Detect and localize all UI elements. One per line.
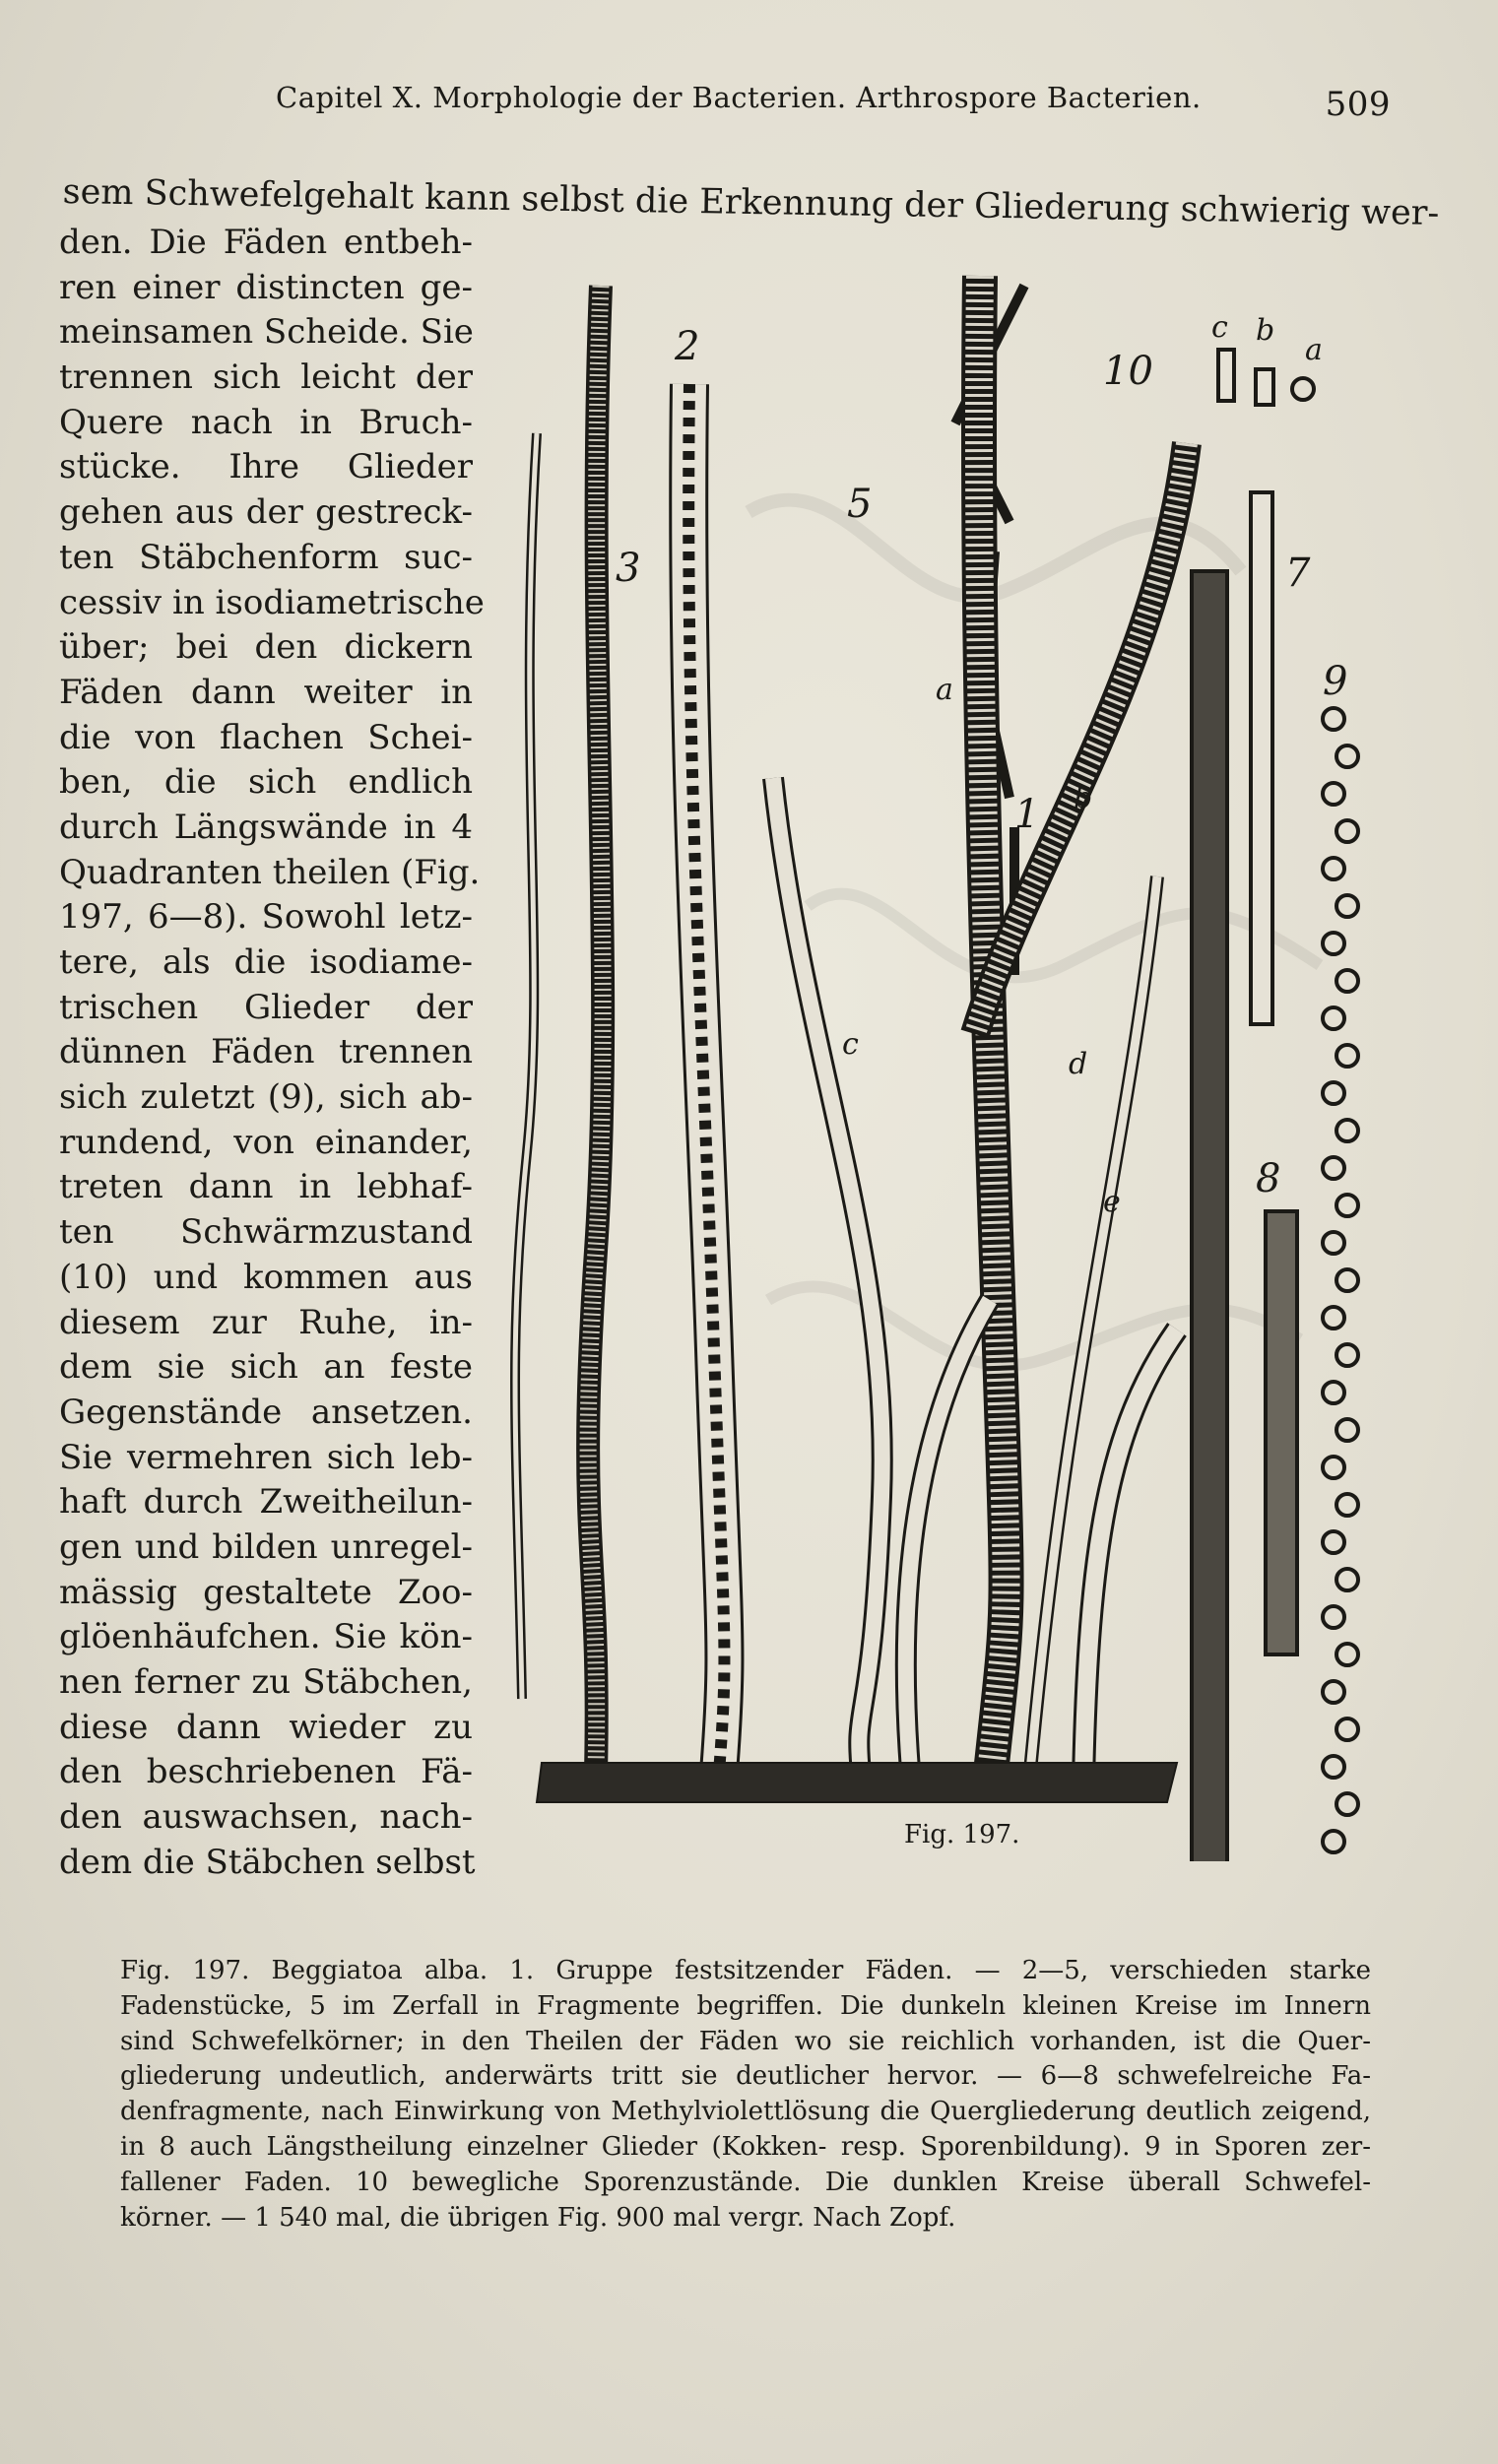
body-line: Sie vermehren sich leb- [59, 1437, 473, 1477]
spore-circle [1323, 1531, 1344, 1553]
spore-circle [1323, 858, 1344, 879]
caption-line: denfragmente, nach Einwirkung von Methylviolettlösung die Quergliederung deutlich zeigend, [120, 2097, 1371, 2127]
body-line: cessiv in isodiametrische [59, 582, 485, 622]
spore-circle [1323, 1082, 1344, 1104]
spore-circle [1336, 1344, 1358, 1366]
page-number: 509 [1325, 85, 1391, 124]
spore-circle [1336, 746, 1358, 767]
caption-line: Fadenstücke, 5 im Zerfall in Fragmente begriffen. Die dunkeln kleinen Kreise im Innern [120, 1990, 1371, 2021]
body-line: dem sie sich an feste [59, 1347, 473, 1388]
spore-circle [1323, 1756, 1344, 1778]
body-line: diese dann wieder zu [59, 1707, 473, 1747]
body-line: Quere nach in Bruch- [59, 402, 473, 442]
body-line: sich zuletzt (9), sich ab- [59, 1077, 473, 1118]
body-line: meinsamen Scheide. Sie [59, 312, 474, 353]
label-1e: e [1103, 1185, 1121, 1219]
spore-circle [1336, 820, 1358, 842]
body-line: die von flachen Schei- [59, 717, 473, 757]
spore-circle [1336, 1793, 1358, 1815]
label-10a: a [1305, 333, 1323, 367]
spore-circle [1323, 708, 1344, 730]
spore-circle [1336, 970, 1358, 992]
label-10c: c [1211, 310, 1228, 345]
label-1: 1 [1014, 792, 1040, 837]
spore-circle [1336, 1120, 1358, 1141]
body-line: durch Längswände in 4 [59, 807, 473, 847]
spore-circle [1323, 1007, 1344, 1029]
caption-line: in 8 auch Längstheilung einzelner Glieder (Kokken- resp. Sporenbildung). 9 in Sporen zer- [120, 2131, 1371, 2162]
body-line: den beschriebenen Fä- [59, 1752, 473, 1792]
body-line: ten Stäbchenform suc- [59, 537, 473, 577]
spore-circle [1336, 1569, 1358, 1590]
body-line: haft durch Zweitheilun- [59, 1482, 473, 1523]
body-line: tere, als die isodiame- [59, 942, 473, 982]
body-line: Quadranten theilen (Fig. [59, 852, 481, 892]
caption-line: fallener Faden. 10 bewegliche Sporenzustände. Die dunklen Kreise überall Schwefel- [120, 2167, 1371, 2197]
figure-label: Fig. 197. [904, 1820, 1020, 1849]
body-line: ren einer distincten ge- [59, 267, 473, 307]
body-line: dünnen Fäden trennen [59, 1032, 473, 1072]
label-5: 5 [847, 482, 873, 527]
spore-circle [1323, 1606, 1344, 1628]
caption-line: Fig. 197. Beggiatoa alba. 1. Gruppe festsitzender Fäden. — 2—5, verschieden starke [120, 1956, 1371, 1985]
label-1c: c [842, 1027, 859, 1062]
body-line: Fäden dann weiter in [59, 672, 473, 712]
spore-circle [1336, 1718, 1358, 1740]
body-line: Gegenstände ansetzen. [59, 1392, 473, 1432]
spore-circle [1323, 933, 1344, 954]
caption-line: gliederung undeutlich, anderwärts tritt sie deutlicher hervor. — 6—8 schwefelreiche Fa- [120, 2061, 1371, 2092]
body-line: rundend, von einander, [59, 1122, 473, 1162]
spore-circle [1323, 1831, 1344, 1852]
spore-circle [1323, 1307, 1344, 1329]
running-title: Capitel X. Morphologie der Bacterien. Arthrospore Bacterien. [276, 81, 1202, 114]
label-1b: b [1074, 781, 1093, 815]
spore-circle [1323, 1457, 1344, 1478]
body-line: 197, 6—8). Sowohl letz- [59, 897, 473, 938]
label-10b: b [1256, 313, 1275, 348]
body-line: nen ferner zu Stäbchen, [59, 1662, 473, 1702]
spore-circle [1336, 1494, 1358, 1516]
label-2: 2 [675, 324, 700, 369]
body-line: gen und bilden unregel- [59, 1526, 473, 1567]
spore-circle [1336, 1644, 1358, 1665]
filament-6 [1192, 571, 1227, 1861]
figure-197 [478, 266, 1403, 1861]
body-line: diesem zur Ruhe, in- [59, 1302, 473, 1342]
body-line: treten dann in lebhaf- [59, 1167, 473, 1207]
spore-circle [1336, 895, 1358, 917]
body-line: den. Die Fäden entbeh- [59, 223, 473, 262]
body-line: trischen Glieder der [59, 987, 473, 1027]
spore-circle [1323, 1681, 1344, 1703]
spore-states-10 [1218, 350, 1234, 401]
spore-circle [1336, 1045, 1358, 1067]
figure-illustration [478, 266, 1403, 1861]
body-line: mässig gestaltete Zoo- [59, 1572, 473, 1612]
body-line: dem die Stäbchen selbst [59, 1842, 476, 1882]
spore-circle [1323, 1157, 1344, 1179]
spore-chain-9 [1323, 708, 1358, 1861]
body-line: ben, die sich endlich [59, 762, 473, 803]
body-line: den auswachsen, nach- [59, 1797, 473, 1838]
spore-circle [1336, 1195, 1358, 1216]
spore-circle [1323, 1232, 1344, 1254]
filament-8 [1266, 1211, 1297, 1654]
body-first-line: sem Schwefelgehalt kann selbst die Erkennung der Gliederung schwierig wer- [62, 172, 1440, 233]
label-10: 10 [1103, 349, 1153, 394]
spore-circle [1336, 1269, 1358, 1291]
label-9: 9 [1323, 659, 1348, 704]
body-line: glöenhäufchen. Sie kön- [59, 1617, 473, 1657]
body-line: trennen sich leicht der [59, 357, 473, 398]
spore-circle [1336, 1419, 1358, 1441]
label-8: 8 [1256, 1156, 1281, 1201]
label-7: 7 [1285, 551, 1311, 596]
body-line: über; bei den dickern [59, 627, 473, 668]
label-1a: a [936, 673, 953, 707]
body-line: ten Schwärmzustand [59, 1212, 473, 1253]
body-line: (10) und kommen aus [59, 1257, 473, 1297]
body-line: gehen aus der gestreck- [59, 492, 473, 533]
body-line: stücke. Ihre Glieder [59, 447, 473, 487]
caption-line: sind Schwefelkörner; in den Theilen der Fäden wo sie reichlich vorhanden, ist die Quer- [120, 2026, 1371, 2056]
caption-line: körner. — 1 540 mal, die übrigen Fig. 900 mal vergr. Nach Zopf. [120, 2202, 956, 2233]
filament-7 [1251, 492, 1272, 1024]
substrate-base [537, 1763, 1177, 1802]
label-3: 3 [616, 546, 641, 591]
label-1d: d [1069, 1047, 1088, 1081]
figure-caption [120, 1954, 1371, 2236]
body-text-column [59, 221, 485, 1885]
spore-circle [1323, 1382, 1344, 1403]
spore-circle [1323, 783, 1344, 805]
